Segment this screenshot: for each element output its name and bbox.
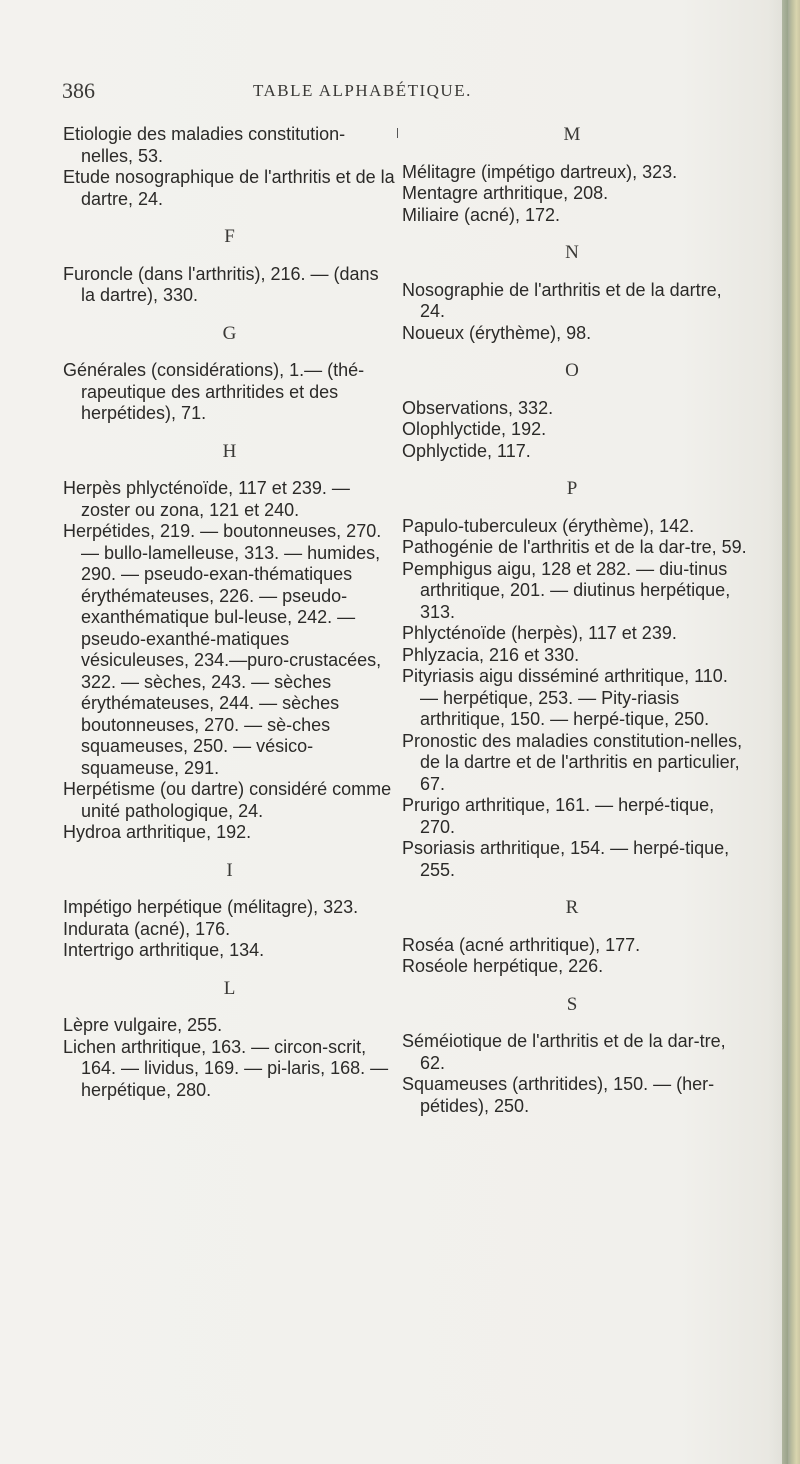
index-entry: Lichen arthritique, 163. — circon-scrit, 164. — lividus, 169. — pi-laris, 168. — herpétique, 280. bbox=[63, 1036, 389, 1100]
index-entry: Roséole herpétique, 226. bbox=[402, 956, 604, 976]
section-letter-m: M bbox=[563, 124, 581, 145]
right-column bbox=[402, 124, 750, 1117]
index-entry: Furoncle (dans l'arthritis), 216. — (dans la dartre), 330. bbox=[63, 263, 379, 305]
section-letter-f: F bbox=[224, 226, 235, 247]
page-edge-shadow bbox=[782, 0, 788, 1464]
index-entry: Roséa (acné arthritique), 177. bbox=[402, 934, 641, 955]
section-letter-l: L bbox=[223, 977, 236, 999]
section-letter-s: S bbox=[566, 993, 578, 1015]
index-entry: Etiologie des maladies constitution-nelles, 53. bbox=[63, 124, 346, 166]
index-entry: Miliaire (acné), 172. bbox=[402, 204, 561, 225]
index-entry: Pemphigus aigu, 128 et 282. — diu-tinus arthritique, 201. — diutinus herpétique, 313. bbox=[402, 558, 731, 622]
index-entry: Hydroa arthritique, 192. bbox=[63, 822, 252, 842]
index-entry: Mentagre arthritique, 208. bbox=[402, 183, 609, 203]
section-letter-h: H bbox=[222, 440, 237, 462]
section-letter-o: O bbox=[565, 360, 579, 381]
page-header bbox=[0, 78, 800, 118]
section-letter-r: R bbox=[565, 897, 579, 918]
index-entry: Psoriasis arthritique, 154. — herpé-tique, 255. bbox=[402, 838, 730, 880]
index-entry: Mélitagre (impétigo dartreux), 323. bbox=[402, 161, 678, 182]
index-entry: Herpétisme (ou dartre) considéré comme unité pathologique, 24. bbox=[63, 779, 392, 821]
index-entry: Pronostic des maladies constitution-nelles, de la dartre et de l'arthritis en particulier, 67. bbox=[402, 730, 743, 794]
section-letter-p: P bbox=[566, 478, 578, 499]
left-column bbox=[63, 124, 396, 1101]
index-entry: Squameuses (arthritides), 150. — (her-pétides), 250. bbox=[402, 1074, 715, 1116]
index-entry: Observations, 332. bbox=[402, 397, 554, 418]
index-entry: Phlycténoïde (herpès), 117 et 239. bbox=[402, 623, 677, 643]
index-entry: Herpétides, 219. — boutonneuses, 270. — bullo-lamelleuse, 313. — humides, 290. — pseudo-exan-thématiques érythémateuses, 226. — pseudo-exanthématique bul-leuse, 242. — pseudo-exanthé-matiques vésiculeuses, 234.—puro-crustacées, 322. — sèches, 243. — sèches érythémateuses, 244. — sèches boutonneuses, 270. — sè-ches squameuses, 250. — vésico-squameuse, 291. bbox=[63, 521, 382, 778]
index-entry: Noueux (érythème), 98. bbox=[402, 322, 592, 343]
index-entry: Intertrigo arthritique, 134. bbox=[63, 940, 265, 960]
index-entry: Pityriasis aigu disséminé arthritique, 110. — herpétique, 253. — Pity-riasis arthritique, 150. — herpé-tique, 250. bbox=[402, 666, 728, 729]
index-entry: Olophlyctide, 192. bbox=[402, 419, 547, 439]
index-entry: Impétigo herpétique (mélitagre), 323. bbox=[63, 897, 359, 917]
index-entry: Papulo-tuberculeux (érythème), 142. bbox=[402, 515, 695, 536]
index-entry: Générales (considérations), 1.— (thé-rapeutique des arthritides et des herpétides), 71. bbox=[63, 360, 365, 423]
page-number: 386 bbox=[62, 78, 95, 103]
index-entry: Phlyzacia, 216 et 330. bbox=[402, 644, 580, 665]
index-entry: Prurigo arthritique, 161. — herpé-tique, 270. bbox=[402, 795, 715, 837]
index-entry: Indurata (acné), 176. bbox=[63, 918, 231, 939]
running-head: TABLE ALPHABÉTIQUE. bbox=[253, 81, 472, 100]
index-entry: Ophlyctide, 117. bbox=[402, 440, 531, 461]
index-entry: Nosographie de l'arthritis et de la dartre, 24. bbox=[402, 279, 722, 321]
index-entry: Herpès phlycténoïde, 117 et 239. — zoster ou zona, 121 et 240. bbox=[63, 478, 350, 520]
index-entry: Séméiotique de l'arthritis et de la dar-tre, 62. bbox=[402, 1031, 726, 1073]
section-letter-g: G bbox=[222, 322, 237, 344]
section-letter-i: I bbox=[226, 859, 233, 881]
section-letter-n: N bbox=[565, 242, 579, 263]
index-entry: Pathogénie de l'arthritis et de la dar-tre, 59. bbox=[402, 537, 747, 557]
index-entry: Etude nosographique de l'arthritis et de la dartre, 24. bbox=[63, 167, 395, 209]
index-entry: Lèpre vulgaire, 255. bbox=[63, 1015, 223, 1035]
